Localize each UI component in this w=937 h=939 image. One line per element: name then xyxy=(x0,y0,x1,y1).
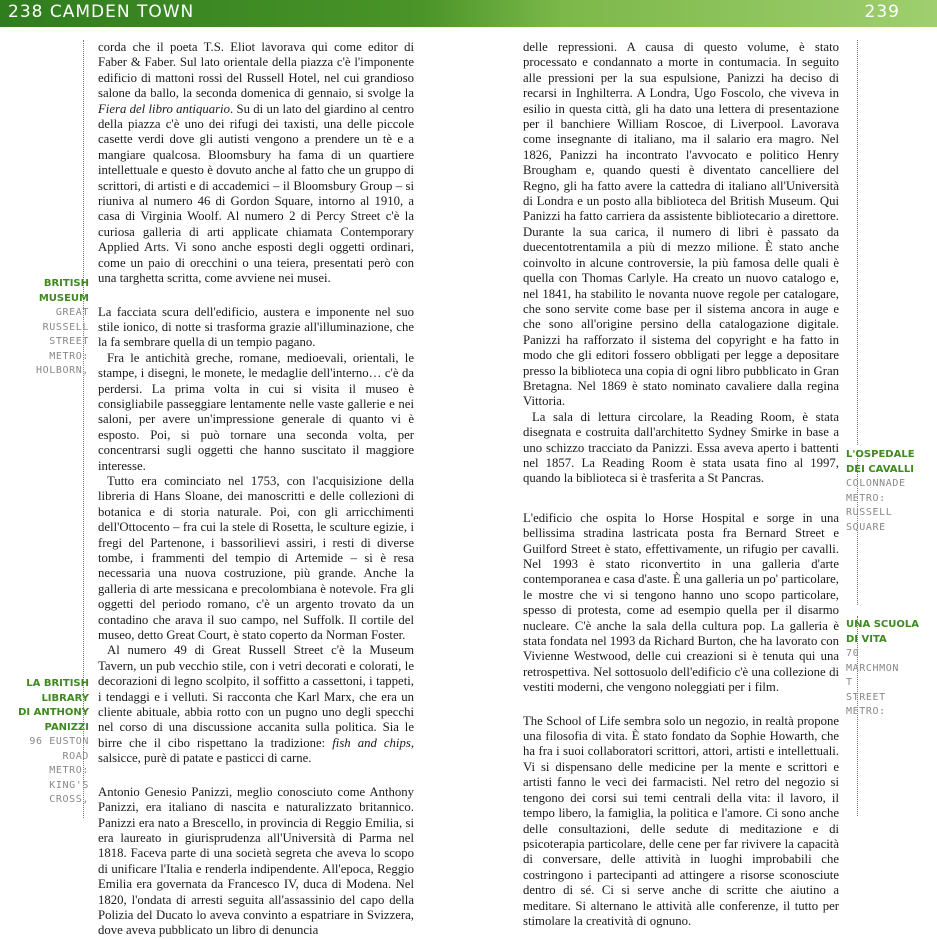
italic-phrase: fish and chips xyxy=(332,735,411,750)
sidebar-address: RUSSELL xyxy=(42,321,89,333)
paragraph: La facciata scura dell'edificio, austera e imponente nel suo stile ionico, di notte si trasforma grazie all'illuminazione, che la fa sembrare quella di un tempio pagano. xyxy=(98,304,414,350)
sidebar-address: KING'S xyxy=(49,779,89,791)
sidebar-british-museum xyxy=(0,277,89,379)
sidebar-address: METRO: xyxy=(49,765,89,776)
sidebar-address: HOLBORN, xyxy=(36,365,89,376)
right-dotted-rule-top xyxy=(857,40,858,445)
sidebar-address: METRO: xyxy=(846,492,886,504)
right-text-column xyxy=(523,40,839,929)
sidebar-title: PANIZZI xyxy=(44,721,89,733)
sidebar-title: BRITISH xyxy=(43,278,89,289)
sidebar-address: 70 xyxy=(846,648,860,659)
sidebar-address: T xyxy=(846,677,853,688)
left-running-title: CAMDEN TOWN xyxy=(49,2,195,22)
sidebar-address: METRO: xyxy=(846,706,886,717)
text-run: Al numero 49 di Great Russell Street c'è la Museum Tavern, un pub vecchio stile, con i vetri decorati e colorati, le decorazioni di legno scolpito, il soffitto a cassettoni, i tappeti, i tendaggi e i velluti. Si racconta che Karl Marx, che era un cliente abituale, abbia rotto con un pugno uno degli specchi nel corso di una discussione accanita sulla politica. Sia le birre che il cibo rispettano la tradizione: xyxy=(98,643,414,750)
sidebar-title: DEI CAVALLI xyxy=(846,463,914,475)
sidebar-address: ROAD xyxy=(62,750,89,762)
left-page-header xyxy=(8,2,194,22)
paragraph: La sala di lettura circolare, la Reading Room, è stata disegnata e costruita dall'architetto Sydney Smirke in base a uno schizzo tracciato da Panizzi. Essa aveva aperto i battenti nel 1857. La Reading Room è stata usata fino al 1997, quando la biblioteca si è trasferita a St Pancras. xyxy=(523,409,839,486)
sidebar-address: SQUARE xyxy=(846,521,886,533)
sidebar-title: DI ANTHONY xyxy=(18,707,89,718)
paragraph: The School of Life sembra solo un negozio, in realtà propone una filosofia di vita. È stato fondato da Sophie Howarth, che ha fra i suoi collaboratori scrittori, attori, artisti e intellettuali. Vi si dispensano delle medicine per la mente e scrittori e artisti fanno le veci dei farmacisti. Nel retro del negozio si tengono dei corsi sui temi centrali della vita: il lavoro, il tempo libero, la famiglia, la politica e l'amore. Ci sono anche delle consultazioni, delle sedute di meditazione e di psicoterapia particolare, delle cene per far rivivere la capacità di conversare, delle attività in luoghi improbabili che costringono i partecipanti ad attingere a risorse sconosciute dentro di sé. Ci si serve anche di scritte che aiutino a meditare. Si alternano le attività alle conferenze, il tutto per stimolare la creatività di ognuno. xyxy=(523,713,839,928)
sidebar-title: MUSEUM xyxy=(38,292,89,304)
page-header xyxy=(0,0,937,27)
sidebar-scuola-di-vita xyxy=(846,618,936,720)
sidebar-title: LIBRARY xyxy=(41,692,89,704)
sidebar-address: METRO: xyxy=(49,350,89,362)
sidebar-title: UNA SCUOLA xyxy=(846,619,919,630)
paragraph: Antonio Genesio Panizzi, meglio conosciuto come Anthony Panizzi, era italiano di nascita e naturalizzato britannico. Panizzi era nato a Brescello, in provincia di Reggio Emilia, si era laureato in giurisprudenza all'Università di Parma nel 1818. Faceva parte di una società segreta che aveva lo scopo di unificare l'Italia e renderla indipendente. All'epoca, Reggio Emilia era governata da Francesco IV, duca di Modena. Nel 1820, l'ondata di arresti seguita all'assassinio del capo della Polizia del Ducato lo aveva convinto a espatriare in Svizzera, dove aveva pubblicato un libro di denuncia xyxy=(98,784,414,938)
sidebar-address: 96 EUSTON xyxy=(29,736,89,747)
text-run: corda che il poeta T.S. Eliot lavorava qui come editor di Faber & Faber. Sul lato orientale della piazza c'è l'imponente edificio di mattoni rossi del Russell Hotel, nel cui grandioso salone da ballo, la seconda domenica di gennaio, si svolge la xyxy=(98,40,414,101)
paragraph: Fra le antichità greche, romane, medioevali, orientali, le stampe, i disegni, le monete, le medaglie dell'interno… c'è da perdersi. La prima volta in cui si visita il museo è consigliabile passeggiare lentamente nelle vaste gallerie e nei saloni, per avere un'impressione generale di quanto vi è esposto. Poi, si può tornare una seconda volta, per concentrarsi sugli oggetti che hanno suscitato il maggiore interesse. xyxy=(98,350,414,473)
right-page-number: 239 xyxy=(864,2,900,22)
sidebar-title: DI VITA xyxy=(846,633,887,645)
paragraph xyxy=(98,643,414,766)
text-run: , salsicce, purè di patate e pasticci di carne. xyxy=(98,735,415,766)
sidebar-address: COLONNADE xyxy=(846,478,906,489)
sidebar-address: STREET xyxy=(846,691,886,703)
sidebar-title: LA BRITISH xyxy=(26,678,89,689)
left-text-column xyxy=(98,40,414,939)
sidebar-ospedale-cavalli xyxy=(846,448,936,535)
sidebar-title: L'OSPEDALE xyxy=(846,449,915,460)
left-page-number: 238 xyxy=(8,2,44,22)
italic-title: Fiera del libro antiquario xyxy=(98,101,230,116)
sidebar-address: RUSSELL xyxy=(846,507,893,518)
paragraph xyxy=(98,40,414,287)
paragraph: L'edificio che ospita lo Horse Hospital e sorge in una bellissima stradina lastricata posta fra Bernard Street e Guilford Street è stato, effettivamente, un rifugio per cavalli. Nel 1993 è stato riconvertito in una galleria d'arte contemporanea e casa d'aste. È una galleria un po' particolare, le mostre che vi si tengono hanno uno scopo particolare, spesso di protesta, come ad esempio quella per il disarmo nucleare. C'è anche la sala della cultura pop. La galleria è stata fondata nel 1993 da Richard Burton, che ha lavorato con Vivienne Westwood, delle cui creazioni si è tenuta qui una retrospettiva. Nel sottosuolo dell'edificio c'è una collezione di vestiti moderni, che vengono noleggiati per i film. xyxy=(523,510,839,695)
sidebar-address: STREET xyxy=(49,336,89,347)
sidebar-address: CROSS, xyxy=(49,794,89,805)
sidebar-address: MARCHMON xyxy=(846,662,899,674)
paragraph: Tutto era cominciato nel 1753, con l'acquisizione della libreria di Hans Sloane, dei manoscritti e delle collezioni di botanica e di storia naturale. Poi, con gli arricchimenti dell'Ottocento – fra cui la stele di Rosetta, le sculture egizie, i fregi del Partenone, i bassorilievi assiri, i resti di diverse tombe, i frammenti del tempio di Artemide – si è resa necessaria una nuova costruzione, più grande. Anche la galleria di arte messicana e precolombiana è notevole. Fra gli oggetti del periodo romano, c'è un argento trovato da un contadino che arava il suo campo, nel Suffolk. Il cortile del museo, detto Great Court, è stato coperto da Norman Foster. xyxy=(98,473,414,643)
sidebar-address: GREAT xyxy=(55,307,89,318)
sidebar-british-library xyxy=(0,677,89,808)
paragraph: delle repressioni. A causa di questo volume, è stato processato e condannato a morte in contumacia. In seguito alle pressioni per la sua espulsione, Panizzi ha deciso di recarsi in Inghilterra. A Londra, Ugo Foscolo, che viveva in esilio in questa città, gli ha dato una lettera di presentazione per il banchiere William Roscoe, di Liverpool. Lavorava come insegnante di italiano, ma il salario era magro. Nel 1826, Panizzi ha incontrato l'avvocato e politico Henry Brougham e, quando questi è diventato cancelliere del Regno, gli ha fatto avere la cattedra di italiano all'Università di Londra e un posto alla biblioteca del British Museum. Qui Panizzi ha fatto carriera da assistente bibliotecario a direttore. Durante la sua carica, il numero di libri è passato da duecentotrentamila a più di mezzo milione. È stato anche coinvolto in alcune controversie, la più famosa delle quali è quella con Thomas Carlyle. Ha creato un nuovo catalogo e, nel 1841, ha stabilito le novanta nuove regole per catalogare, che sono servite come base per il sistema ancora in auge e che sono all'origine persino della catalogazione digitale. Panizzi ha rafforzato il sistema del copyright e ha fatto in modo che gli editori fossero obbligati per legge a depositare presso la biblioteca una copia di ogni libro pubblicato in Gran Bretagna. Nel 1869 è stato nominato cavaliere dalla regina Vittoria. xyxy=(523,40,839,409)
text-run: . Su di un lato del giardino al centro della piazza c'è uno dei rifugi dei taxisti, una delle piccole casette verdi dove gli autisti vengono a prendere un tè e a mangiare qualcosa. Bloomsbury ha fama di un quartiere intellettuale e questo è dovuto anche al fatto che un gruppo di scrittori, di artisti e di accademici – il Bloomsbury Group – si riuniva al numero 46 di Gordon Square, intorno al 1910, a casa di Virginia Woolf. Al numero 2 di Percy Street c'è la curiosa galleria di arti applicate chiamata Contemporary Applied Arts. Vi sono anche esposti degli oggetti ordinari, come un paio di orecchini o una teiera, presentati però con una targhetta scritta, come avviene nei musei. xyxy=(98,101,414,286)
